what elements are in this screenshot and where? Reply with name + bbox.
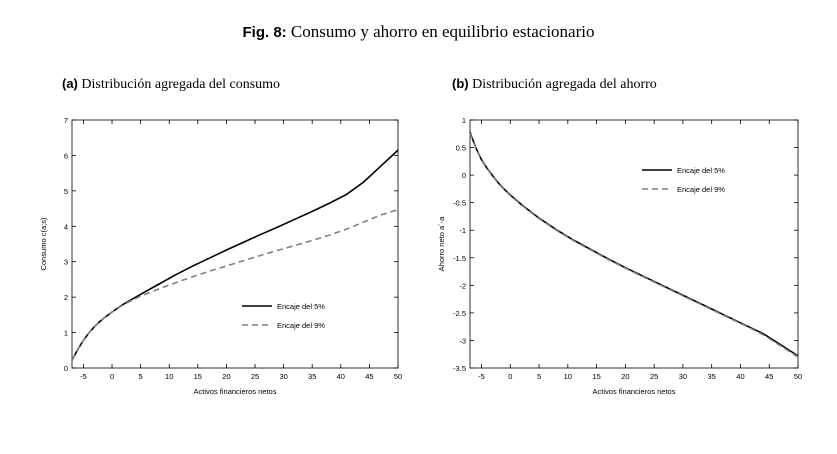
series-line-2 [72,210,398,361]
ahorro-chart-svg [410,110,820,410]
y-tick-label: 1 [461,116,466,125]
x-tick-label: 35 [308,372,317,381]
x-tick-label: 40 [336,372,345,381]
y-axis-label: Consumo c(a;s) [39,217,48,271]
y-tick-label: 2 [63,293,68,303]
x-tick-label: 0 [508,372,513,381]
x-tick-label: 0 [109,372,115,381]
x-tick-label: 35 [707,372,716,381]
y-tick-label: 3 [63,257,68,267]
figure-number: Fig. 8: [242,24,287,41]
y-tick-label: 5 [63,186,68,196]
x-tick-label: 10 [563,372,572,381]
legend-label-1: Encaje del 5% [277,302,325,311]
legend-label-1: Encaje del 5% [677,166,725,175]
panel-a-caption [62,76,280,93]
panel-a-letter: (a) [62,76,78,91]
x-tick-label: 20 [222,372,231,381]
y-tick-label: 7 [63,116,68,125]
x-tick-label: -5 [478,372,485,381]
x-tick-label: 20 [621,372,630,381]
x-tick-label: 50 [393,372,403,381]
y-tick-label: 6 [63,151,68,161]
y-tick-label: 1 [63,328,68,338]
x-tick-label: -5 [80,372,87,381]
y-tick-label: 0 [63,364,68,373]
figure-title [0,22,837,42]
x-tick-label: 25 [250,372,260,381]
x-tick-label: 50 [793,372,803,381]
y-tick-label: -3 [459,336,466,346]
panel-b-caption-text: Distribución agregada del ahorro [472,77,657,92]
x-axis-label: Activos financieros netos [193,387,277,396]
chart-legend [642,166,725,194]
y-tick-label: 4 [63,222,68,232]
x-tick-label: 30 [678,372,688,381]
x-tick-label: 25 [649,372,659,381]
x-tick-label: 45 [365,372,374,381]
y-tick-label: -1 [459,226,466,236]
figure-title-text: Consumo y ahorro en equilibrio estacionario [290,22,595,41]
legend-label-2: Encaje del 9% [677,185,725,194]
y-tick-label: -0.5 [453,198,466,208]
y-tick-label: 0 [461,171,466,181]
y-tick-label: -2.5 [453,308,466,318]
series-line-2 [470,133,798,357]
panel-a-caption-text: Distribución agregada del consumo [81,77,281,92]
y-axis-label: Ahorro neto a´-a [437,216,446,272]
y-tick-label: -2 [459,281,466,291]
x-axis-label: Activos financieros netos [592,387,676,396]
x-tick-label: 15 [193,372,202,381]
y-tick-label: -3.5 [453,364,466,373]
panel-b-letter: (b) [452,76,469,91]
x-tick-label: 30 [279,372,288,381]
x-tick-label: 45 [765,372,774,381]
x-tick-label: 5 [138,372,143,381]
consumo-chart-svg [20,110,420,410]
x-tick-label: 5 [536,372,542,381]
series-line-1 [72,150,398,360]
y-tick-label: -1.5 [453,253,466,263]
chart-legend [242,302,325,330]
chart-panel-consumo [20,110,420,410]
panel-b-caption [452,76,657,93]
legend-label-2: Encaje del 9% [277,321,325,330]
x-tick-label: 40 [736,372,745,381]
y-tick-label: 0.5 [455,143,466,153]
series-line-1 [470,132,798,356]
chart-panel-ahorro [410,110,820,410]
x-tick-label: 15 [592,372,601,381]
x-tick-label: 10 [165,372,174,381]
